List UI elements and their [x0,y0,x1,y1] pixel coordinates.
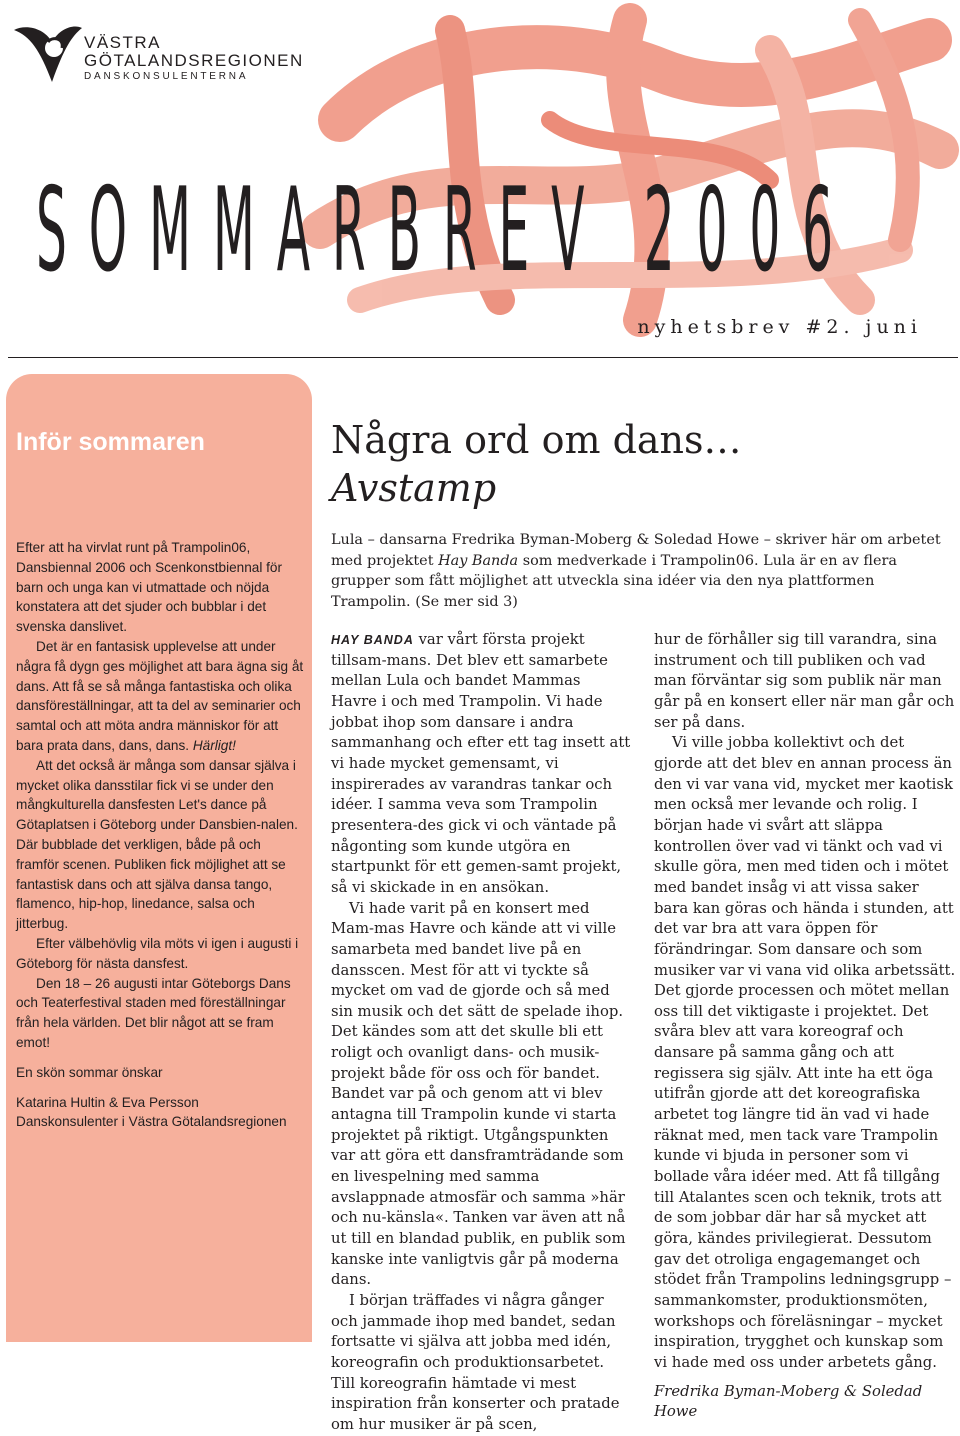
article-paragraph: hur de förhåller sig till varandra, sina instrument och till publiken och vad man förväntar sig som publik när man går på en konsert eller när man går och ser på dans. [654,631,955,731]
sidebar-closing: En skön sommar önskar [16,1064,163,1080]
logo-line-3: DANSKONSULENTERNA [84,71,249,82]
issue-label: nyhetsbrev #2. juni [637,316,922,338]
article-title: Några ord om dans… [331,418,742,462]
article-signature: Fredrika Byman-Moberg & Soledad Howe [654,1382,923,1421]
logo-line-1: VÄSTRA [84,33,162,52]
article-paragraph: Vi ville jobba kollektivt och det gjorde att det blev en annan process än den vi var vana vid, mycket mer kaotisk men också mer levande och rolig. I början hade vi svårt att släppa kontrollen över vad vi tänkt och vad vi skulle göra, men med tiden och i mötet med bandet insåg vi att vissa saker bara kan göras och hända i stunden, att det var bra att vara öppen för förändringar. Som dansare och som musiker var vi vana vid olika arbetssätt. Det gjorde processen och mötet mellan oss till det viktigaste i projektet. Det svåra blev att vara koreograf och dansare på samma gång och att regissera sig själv. Att inte ha ett öga utifrån gjorde att det koreografiska arbetet tog längre tid än vad vi hade räknat med, men tack vare Trampolin kunde vi bjuda in personer som vi bollade våra idéer med. Att få tillgång till Atalantes scen och teknik, trots att de som jobbar där har så mycket att göra, kändes privilegierat. Dessutom gav det otroliga engagemanget och stödet från Trampolins ledningsgrupp – sammankomster, produktionsmöten, workshops och föreläsningar – mycket inspiration, trygghet och kunskap som vi hade med oss under arbetets gång. [654,734,956,1371]
sidebar-paragraph: Efter att ha virvlat runt på Trampolin06, Dansbiennal 2006 och Scenkonstbiennal för barn och unga kan vi utmattade och nöjda konstatera att det sjuder och bubblar i det svenska danslivet. [16,540,283,635]
article-subtitle: Avstamp [331,466,497,510]
article-paragraph [331,630,631,899]
region-logo-mark-icon [12,22,84,84]
sidebar-emphasis: Härligt! [192,737,236,753]
article-paragraph-text: var vårt första projekt tillsam-mans. Det blev ett samarbete mellan Lula och bandet Mammas Havre i och med Trampolin. Vi hade jobbat ihop som dansare i andra sammanhang och efter ett tag insett att vi hade mycket gemensamt, vi inspirerades av varandras tankar och idéer. I samma veva som Trampolin presentera-des gick vi och väntade på någonting som kunde utgöra en startpunkt för ett gemen-samt projekt, så vi skickade in en ansökan. [331,631,631,896]
sidebar-paragraph: Den 18 – 26 augusti intar Göteborgs Dans och Teaterfestival staden med föreställningar från hela världen. Det blir något att se fram emot! [16,975,291,1050]
sidebar-signature-names: Katarina Hultin & Eva Persson [16,1094,199,1110]
article-lead-text: som medverkade i Trampolin06. Lula är en av flera grupper som fått möjlighet att utveckla sina idéer via den nya plattformen Trampolin. (Se mer sid 3) [331,552,897,610]
article-paragraph: Vi hade varit på en konsert med Mam-mas Havre och kände att vi ville samarbeta med bandet live på en dansscen. Mest för att vi tyckte så mycket om vad de gjorde och så med sin musik och det sätt de spelade ihop. Det kändes som att det skulle bli ett roligt och ovanligt dans- och musik-projekt både för oss och för bandet. Bandet var på och genom att vi blev antagna till Trampolin kunde vi starta projektet på riktigt. Utgångspunkten var att göra ett dansframträdande som en livespelning med samma avslappnade atmosfär och samma »här och nu-känsla«. Tanken var även att nå ut till en blandad publik, en publik som kanske inte vanligtvis går på moderna dans. [331,899,626,1289]
article-lead-text: Lula – dansarna Fredrika Byman-Moberg & Soledad Howe – skriver här om arbetet med projektet [331,532,941,569]
region-logo [12,22,332,92]
sidebar-paragraph: Att det också är många som dansar själva i mycket olika dansstilar fick vi se under den mångkulturella dansfesten Let's dance på Götaplatsen i Göteborg under Dansbien-nalen. Där bubblade det verkligen, både på och framför scenen. Publiken fick möjlighet att se fantastisk dans och att själva dansa tango, flamenco, hip-hop, linedance, salsa och jitterbug. [16,757,298,932]
sidebar-paragraph [16,637,306,756]
masthead-title: SOMMARBREV 2006 [36,163,855,298]
sidebar-paragraph-text: Det är en fantasisk upplevelse att under några få dygn ges möjlighet att bara ägna sig åt dans. Att få se så många fantastiska och olika dansföreställningar, att ta del av seminarier och samtal och att möta andra människor för att bara prata dans, dans, dans. [16,638,304,753]
article-paragraph: I början träffades vi några gånger och jammade ihop med bandet, sedan fortsatte vi själva att jobba med idén, koreografin och produktionsarbetet. Till koreografin hämtade vi mest inspiration från konserter och pratade om hur musiker är på scen, [331,1292,620,1433]
article-lead [331,530,955,612]
sidebar-signature-title: Danskonsulenter i Västra Götalandsregionen [16,1114,287,1130]
sidebar-paragraph: Efter välbehövlig vila möts vi igen i augusti i Göteborg för nästa dansfest. [16,935,299,971]
article-column-1 [331,630,631,1436]
article-column-2 [654,630,956,1423]
masthead-divider [8,357,958,358]
article-lead-project: Hay Banda [438,552,519,569]
article-project-name: HAY BANDA [331,633,414,647]
region-logo-text [84,34,304,84]
logo-line-2: GÖTALANDSREGIONEN [84,51,304,70]
sidebar-title: Inför sommaren [16,428,205,456]
sidebar-body [16,538,306,1132]
